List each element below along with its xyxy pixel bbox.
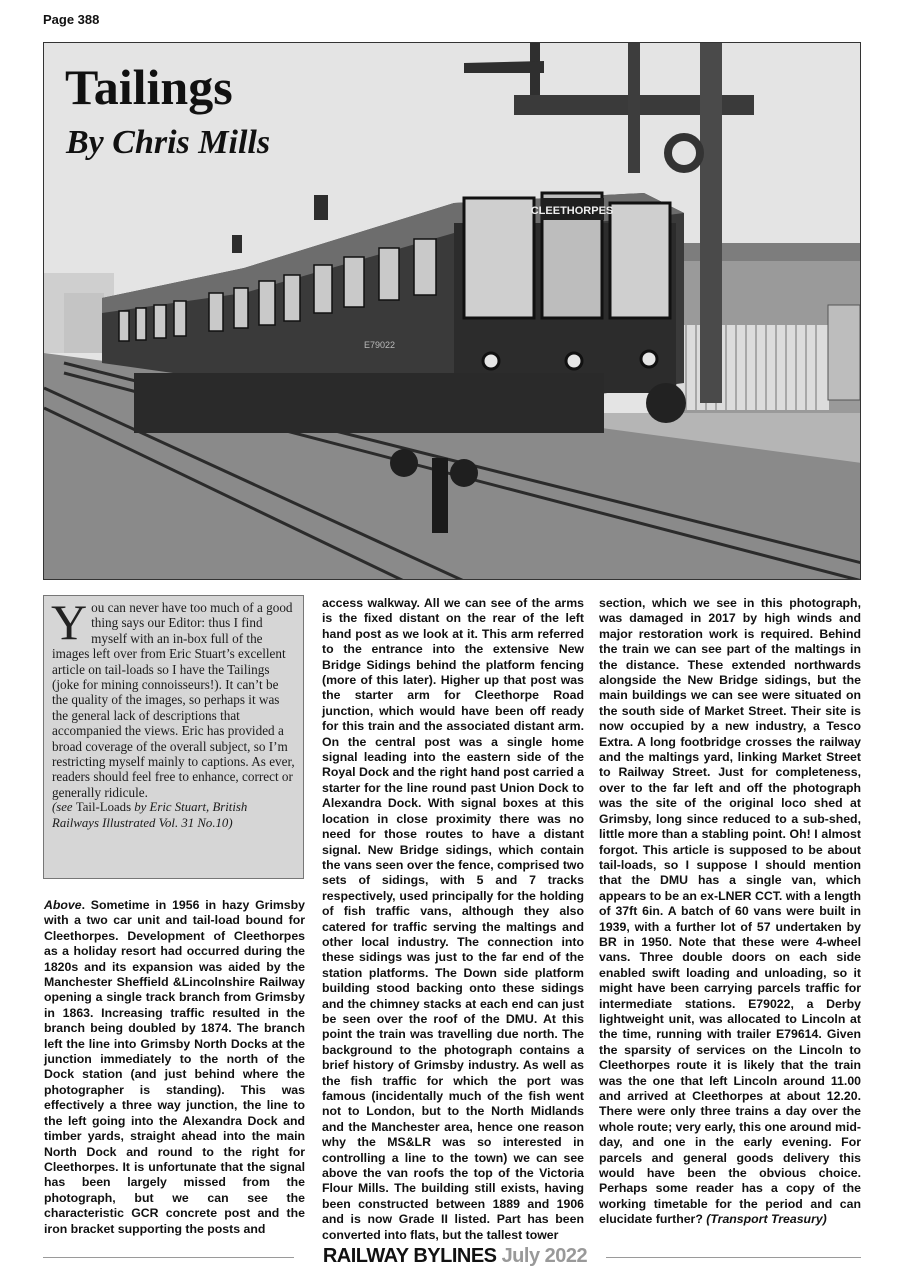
footer-rule-left bbox=[43, 1257, 294, 1258]
page-number: Page 388 bbox=[43, 12, 100, 27]
issue-date: July 2022 bbox=[501, 1245, 588, 1267]
ref-open: (see bbox=[52, 800, 73, 815]
footer bbox=[310, 1245, 600, 1268]
body-text-3: section, which we see in this photograph, was damaged in 2017 by high winds and major restoration work is required. Behind the train we can see part of the maltings in the distance. These extended northwards alongside the New Bridge sidings, but the main buildings we can see were situated on the south side of Market Street. Their site is now occupied by a new industry, a Tesco Extra. A long footbridge crosses the railway and the maltings yard, linking Market Street to Railway Street. Just for completeness, over to the far left and off the photograph was the site of the original loco shed at Grimsby, long since reduced to a sub-shed, little more than a stabling point. Oh! I almost forgot. This article is supposed to be about tail-loads, so I suppose I should mention that the DMU has a single van, which appears to be an ex-LNER CCT. with a length of 37ft 6in. A batch of 60 vans were built in 1939, with a further lot of 57 undertaken by BR in 1950. Note that these were 4-wheel vans. Three double doors on each side enabled swift loading and unloading, so it might have been carrying parcels traffic for intermediate stations. E79022, a Derby lightweight unit, was allocated to Lincoln at the time, running with trailer E79614. Given the sparsity of services on the Lincoln to Cleethorpes route it is likely that the train was the one that left Lincoln around 11.00 and arrived at Cleethorpes at about 12.20. There were only three trains a day over the whole route; very early, this one around mid-day, and one in the early evening. For parcels and general goods delivery this would have been the obvious choice. Perhaps some reader has a copy of the working timetable for the period and can elucidate further? bbox=[599, 596, 861, 1227]
unit-number: E79022 bbox=[364, 340, 396, 350]
drop-cap: Y bbox=[51, 594, 88, 650]
body-text-2: access walkway. All we can see of the arms is the fixed distant on the rear of the left hand post as we look at it. This arm referred to the entrance into the extensive New Bridge Sidings behind the platform fencing (more of this later). Higher up that post was the starter arm for Cleethorpe Road junction, which would have been off ready for this train and the associated distant arm. On the central post was a single home signal leading into the eastern side of the Royal Dock and the right hand post carried a starter for the line round past Union Dock to Alexandra Dock. With signal boxes at this location in close proximity there was no need for those routes to have a distant signal. New Bridge sidings, which contain the vans seen over the fence, comprised two sets of sidings, with 5 and 7 tracks respectively, used principally for the holding of fish traffic vans, although they also catered for traffic serving the maltings and other local industry. The connection into these sidings was just to the far end of the station platforms. The Down side platform building stood backing onto these sidings and the chimney stacks at each end can just be seen over the roof of the DMU. At this point the train was travelling due north. The background to the photograph contains a brief history of Grimsby industry. As well as the fish traffic for which the port was famous (incidentally much of the fish went not to London, but to the North Midlands and the Manchester area, hence one reason why the MS&LR was so interested in controlling a line to the town) we can see above the van roofs the top of the Victoria Flour Mills. The building still exists, having been constructed between 1889 and 1906 and is now Grade II listed. Part has been converted into flats, but the tallest tower bbox=[322, 596, 584, 1242]
article-title: Tailings bbox=[65, 59, 233, 115]
destination-board: CLEETHORPES bbox=[530, 205, 614, 217]
caption-lead-word: Above bbox=[44, 898, 82, 912]
article-byline: By Chris Mills bbox=[66, 124, 271, 161]
ref-rest: by Eric Stuart, British Railways Illustrated Vol. 31 No.10) bbox=[52, 800, 248, 830]
intro-text: ou can never have too much of a good thing says our Editor: thus I find myself with an in-box full of the images left over from Eric Stuart’s excellent article on tail-loads so I have the Tailings (joke for mining connoisseurs!). It can’t be the quality of the images, so perhaps it was the general lack of descriptions that accompanied the views. Eric has provided a broad coverage of the overall subject, so I’m restricting myself mainly to captions. As ever, readers should feel free to enhance, correct or generally ridicule. bbox=[52, 600, 295, 800]
footer-rule-right bbox=[606, 1257, 861, 1258]
photo-credit: (Transport Treasury) bbox=[706, 1212, 827, 1227]
body-column-3 bbox=[599, 596, 861, 1228]
magazine-name: RAILWAY BYLINES bbox=[322, 1245, 497, 1267]
intro-reference bbox=[52, 800, 295, 831]
article-photo bbox=[43, 42, 861, 580]
ref-title: Tail-Loads bbox=[75, 800, 132, 815]
body-column-1 bbox=[44, 898, 305, 1237]
body-text-1: . Sometime in 1956 in hazy Grimsby with a two car unit and tail-load bound for Cleethorpes. Development of Cleethorpes as a holiday resort had occurred during the 1820s and its expansion was aided by the Manchester Sheffield &Lincolnshire Railway opening a single track branch from Grimsby in 1863. Increasing traffic resulted in the branch being doubled by 1874. The branch left the line into Grimsby North Docks at the junction immediately to the north of the Dock station (and just behind where the photographer is standing). This was effectively a three way junction, the line to the left going into the Alexandra Dock and timber yards, straight ahead into the main North Dock and round to the right for Cleethorpes. It is unfortunate that the signal has been largely missed from the photograph, but we can see the characteristic GCR concrete post and the iron bracket supporting the posts and bbox=[44, 898, 305, 1236]
body-column-2 bbox=[322, 596, 584, 1243]
intro-box bbox=[43, 595, 304, 879]
